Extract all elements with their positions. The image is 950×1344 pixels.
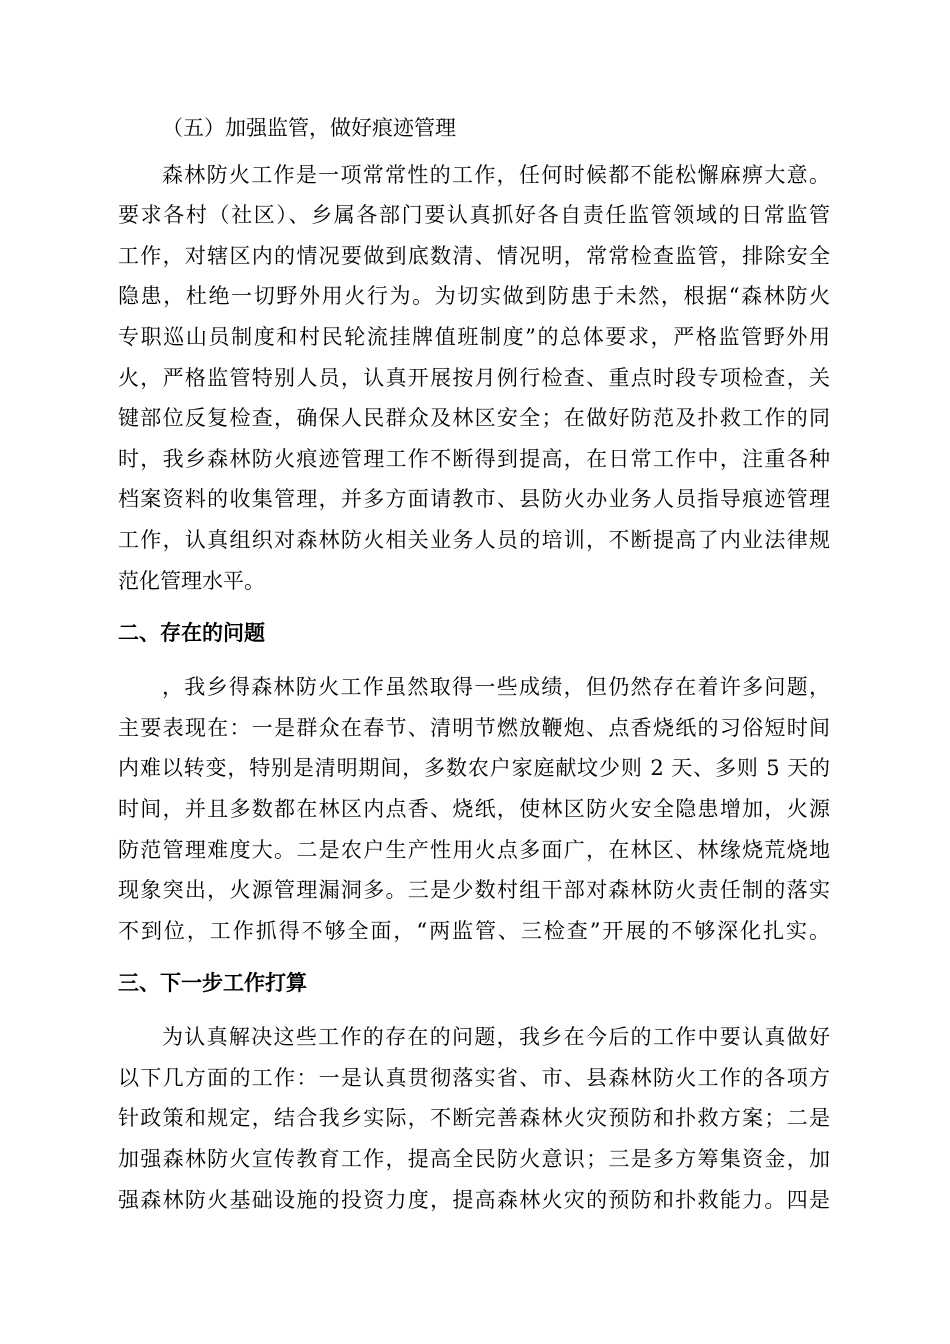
paragraph-line: 隐患，杜绝一切野外用火行为。为切实做到防患于未然，根据“森林防火 (118, 284, 830, 309)
paragraph-line: 档案资料的收集管理，并多方面请教市、县防火办业务人员指导痕迹管理 (118, 487, 830, 512)
paragraph-2 (118, 667, 830, 951)
paragraph-line: 不到位，工作抓得不够全面，“两监管、三检查”开展的不够深化扎实。 (118, 918, 830, 943)
paragraph-line: 时，我乡森林防火痕迹管理工作不断得到提高，在日常工作中，注重各种 (118, 446, 830, 471)
paragraph-line: 范化管理水平。 (118, 568, 265, 593)
paragraph-line: 专职巡山员制度和村民轮流挂牌值班制度”的总体要求，严格监管野外用 (118, 324, 830, 349)
paragraph-line: 要求各村（社区）、乡属各部门要认真抓好各自责任监管领域的日常监管 (118, 203, 830, 228)
section-heading-next-steps: 三、下一步工作打算 (118, 971, 307, 996)
paragraph-line: 主要表现在：一是群众在春节、清明节燃放鞭炮、点香烧纸的习俗短时间 (118, 715, 830, 740)
paragraph-line: 时间，并且多数都在林区内点香、烧纸，使林区防火安全隐患增加，火源 (118, 796, 830, 821)
paragraph-line: 加强森林防火宣传教育工作，提高全民防火意识；三是多方筹集资金，加 (118, 1147, 830, 1172)
paragraph-line: 防范管理难度大。二是农户生产性用火点多面广，在林区、林缘烧荒烧地 (118, 837, 830, 862)
paragraph-line: 工作，认真组织对森林防火相关业务人员的培训，不断提高了内业法律规 (118, 527, 830, 552)
document-page (118, 108, 830, 1220)
paragraph-line: ，我乡得森林防火工作虽然取得一些成绩，但仍然存在着许多问题， (162, 675, 830, 700)
section-heading-problems: 二、存在的问题 (118, 621, 265, 646)
paragraph-line: 强森林防火基础设施的投资力度，提高森林火灾的预防和扑救能力。四是 (118, 1187, 830, 1212)
paragraph-line: 针政策和规定，结合我乡实际，不断完善森林火灾预防和扑救方案；二是 (118, 1106, 830, 1131)
paragraph-line: 火，严格监管特别人员，认真开展按月例行检查、重点时段专项检查，关 (118, 365, 830, 390)
paragraph-line: 键部位反复检查，确保人民群众及林区安全；在做好防范及扑救工作的同 (118, 406, 830, 431)
paragraph-line: 内难以转变，特别是清明期间，多数农户家庭献坟少则 2 天、多则 5 天的 (118, 756, 830, 781)
paragraph-line: 以下几方面的工作：一是认真贯彻落实省、市、县森林防火工作的各项方 (118, 1065, 830, 1090)
paragraph-line: 森林防火工作是一项常常性的工作，任何时候都不能松懈麻痹大意。 (162, 162, 830, 187)
paragraph-line: 现象突出，火源管理漏洞多。三是少数村组干部对森林防火责任制的落实 (118, 878, 830, 903)
paragraph-3 (118, 1017, 830, 1220)
paragraph-line: 工作，对辖区内的情况要做到底数清、情况明，常常检查监管，排除安全 (118, 243, 830, 268)
paragraph-1 (118, 155, 830, 602)
section-subheading: （五）加强监管，做好痕迹管理 (162, 116, 456, 140)
paragraph-line: 为认真解决这些工作的存在的问题，我乡在今后的工作中要认真做好 (162, 1025, 830, 1050)
